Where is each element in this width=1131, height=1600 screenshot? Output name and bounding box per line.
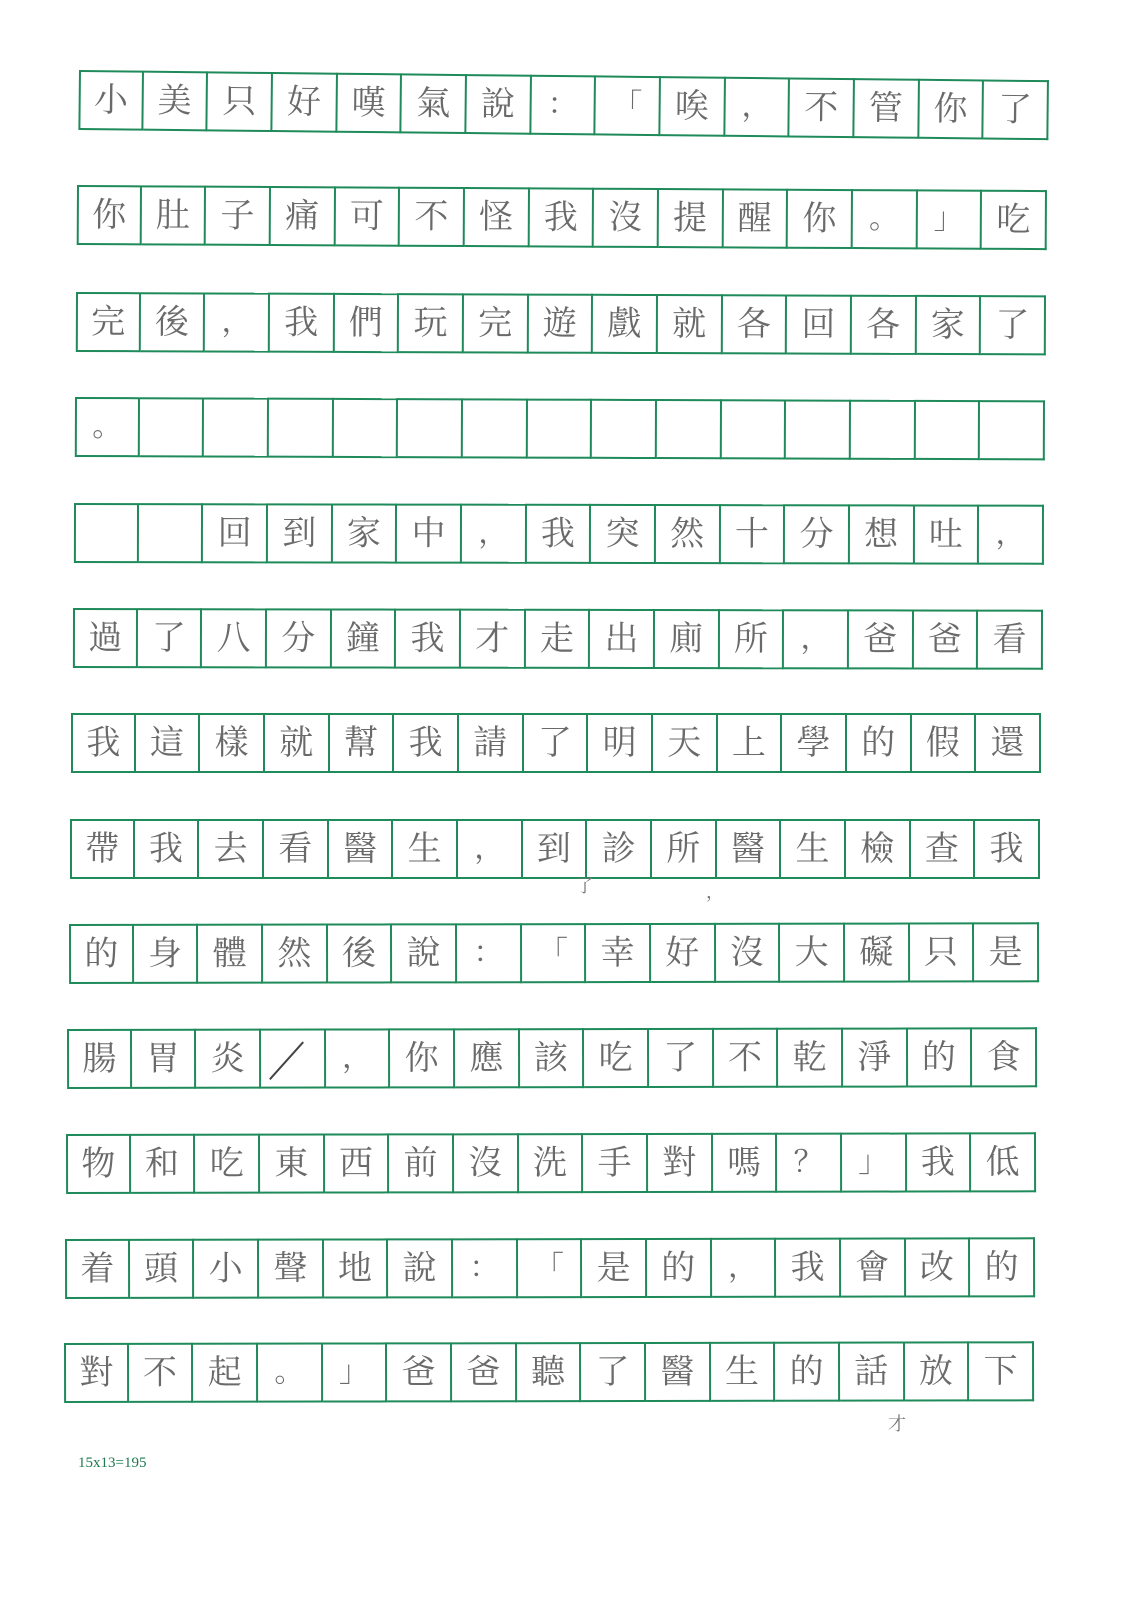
grid-cell: 只 [208,71,273,132]
grid-cell: ， [326,1028,391,1088]
grid-cell: 鐘 [332,608,397,668]
grid-cell: 洗 [519,1133,584,1193]
grid-cell: 樣 [200,713,265,773]
grid-cell: 看 [978,610,1043,670]
grid-cell: 」 [842,1133,907,1193]
grid-cell: 完 [76,292,141,352]
grid-cell: 才 [461,609,526,669]
grid-cell: 起 [193,1343,258,1403]
grid-cell [592,399,657,459]
grid-cell: 你 [788,189,853,249]
grid-cell: 改 [906,1237,971,1297]
grid-cell: 們 [334,293,399,353]
grid-cell: 」 [323,1342,388,1402]
grid-cell [786,399,851,459]
grid-cell: 對 [648,1133,713,1193]
grid-cell [657,399,722,459]
grid-cell: 我 [526,504,591,564]
grid-cell: 去 [199,819,264,879]
grid-cell [915,400,980,460]
grid-cell: 我 [71,713,136,773]
grid-cell [74,503,139,563]
grid-cell: 氣 [402,73,467,134]
grid-cell: 上 [718,713,783,773]
grid-cell: 該 [520,1028,585,1088]
grid-cell: 假 [912,713,977,773]
grid-cell: 礙 [845,923,910,983]
grid-cell [204,397,269,457]
grid-cell: 家 [916,295,981,355]
grid-cell: 我 [776,1238,841,1298]
grid-cell: 你 [919,79,984,140]
grid-cell: 聲 [259,1239,324,1299]
grid-cell: 這 [136,713,201,773]
grid-row [74,503,1044,565]
grid-cell: 嗎 [713,1133,778,1193]
grid-cell: 。 [853,189,918,249]
grid-cell [980,400,1045,460]
grid-cell: 只 [910,922,975,982]
grid-cell: 着 [65,1239,130,1299]
grid-cell: 不 [400,187,465,247]
grid-cell: 中 [397,504,462,564]
grid-cell: 還 [976,713,1041,773]
grid-row [64,1341,1034,1403]
grid-cell: 生 [711,1342,776,1402]
grid-cell: 會 [841,1238,906,1298]
grid-cell: 就 [265,713,330,773]
grid-cell: 到 [268,503,333,563]
grid-row [76,292,1046,355]
grid-cell: 下 [969,1341,1034,1401]
grid-cell: 走 [525,609,590,669]
grid-cell: ？ [777,1133,842,1193]
insertion-mark-3: 才 [888,1414,906,1435]
grid-cell: ， [462,504,527,564]
grid-cell: 「 [522,923,587,983]
grid-cell: 低 [971,1132,1036,1192]
grid-cell: 了 [981,295,1046,355]
grid-cell: 頭 [130,1239,195,1299]
grid-cell: ： [457,923,522,983]
grid-cell: 體 [198,924,263,984]
grid-cell: ， [725,77,790,138]
grid-cell: 身 [134,924,199,984]
grid-cell: 各 [852,295,917,355]
grid-cell: 診 [587,819,652,879]
grid-cell: 了 [524,713,589,773]
grid-cell: 明 [588,713,653,773]
grid-cell: 痛 [271,186,336,246]
grid-cell: 吐 [914,504,979,564]
grid-cell: 肚 [141,185,206,245]
grid-cell: 回 [787,294,852,354]
grid-cell: 乾 [778,1028,843,1088]
grid-cell: ， [712,1238,777,1298]
grid-cell: 過 [73,608,138,668]
grid-cell: 後 [140,292,205,352]
grid-row [67,1027,1037,1089]
grid-cell: 吃 [584,1028,649,1088]
grid-cell: 醫 [717,819,782,879]
grid-cell: 怪 [465,187,530,247]
grid-cell: 十 [720,504,785,564]
insertion-mark-2: ， [706,882,724,903]
grid-cell: 完 [464,293,529,353]
grid-row [69,922,1039,984]
grid-cell: ： [531,75,596,136]
grid-cell: 檢 [846,819,911,879]
grid-cell [851,400,916,460]
grid-row [65,1237,1035,1299]
grid-cell: 所 [652,819,717,879]
grid-row [70,819,1040,879]
grid-cell: 小 [194,1239,259,1299]
grid-cell: 前 [389,1133,454,1193]
grid-cell: 醫 [646,1342,711,1402]
grid-cell: 吃 [982,190,1047,250]
grid-cell: 的 [69,924,134,984]
grid-cell: 我 [270,293,335,353]
grid-row [66,1132,1036,1194]
grid-cell [463,398,528,458]
grid-cell: 食 [972,1027,1037,1087]
grid-row [77,185,1047,250]
grid-cell: 淨 [843,1028,908,1088]
insertion-mark-1: 了 [576,876,594,897]
grid-row [71,713,1041,773]
grid-cell: 聽 [517,1342,582,1402]
grid-cell: 對 [64,1343,129,1403]
grid-cell: 「 [518,1238,583,1298]
grid-cell: 你 [390,1028,455,1088]
grid-cell: 」 [917,189,982,249]
grid-cell: 查 [911,819,976,879]
grid-cell: 管 [854,78,919,139]
grid-cell [398,398,463,458]
grid-cell: 分 [785,504,850,564]
grid-cell: 玩 [399,293,464,353]
grid-cell: 說 [392,923,457,983]
grid-cell: 唉 [660,76,725,137]
grid-cell: 。 [75,397,140,457]
grid-cell: 說 [466,74,531,135]
grid-cell [139,397,204,457]
grid-cell: 了 [581,1342,646,1402]
grid-cell: 我 [135,819,200,879]
grid-cell: 了 [984,79,1049,140]
grid-cell: 的 [775,1342,840,1402]
grid-cell: 看 [264,819,329,879]
grid-cell: 好 [651,923,716,983]
grid-cell: 想 [850,504,915,564]
grid-cell: 是 [582,1238,647,1298]
grid-cell: 炎 [196,1029,261,1089]
grid-cell: 西 [325,1133,390,1193]
grid-cell: 幫 [330,713,395,773]
grid-cell: 各 [722,294,787,354]
grid-cell: 遊 [528,294,593,354]
grid-cell: 出 [590,609,655,669]
grid-row [73,608,1043,670]
grid-cell: 的 [970,1237,1035,1297]
grid-cell [261,1029,326,1089]
grid-cell: 然 [263,924,328,984]
grid-cell: 我 [394,713,459,773]
grid-cell: 好 [272,72,337,133]
grid-cell: ， [458,819,523,879]
grid-cell: 帶 [70,819,135,879]
grid-cell: 生 [781,819,846,879]
grid-cell: 所 [719,609,784,669]
grid-cell: 醒 [723,188,788,248]
grid-cell: 醫 [329,819,394,879]
grid-cell: ， [979,505,1044,565]
grid-cell: 手 [583,1133,648,1193]
grid-cell: 沒 [716,923,781,983]
grid-cell: 然 [656,504,721,564]
grid-cell: 腸 [67,1029,132,1089]
grid-cell: 我 [529,187,594,247]
grid-cell: 地 [324,1238,389,1298]
grid-cell: 不 [790,77,855,138]
grid-cell: 放 [905,1341,970,1401]
grid-cell: 了 [649,1028,714,1088]
grid-row [75,397,1045,460]
grid-cell: 請 [459,713,524,773]
grid-cell: 八 [202,608,267,668]
grid-cell [527,399,592,459]
grid-cell: 爸 [387,1342,452,1402]
grid-cell: 爸 [452,1342,517,1402]
grid-cell [269,398,334,458]
grid-cell: 了 [138,608,203,668]
grid-cell: 沒 [594,188,659,248]
grid-cell: 的 [847,713,912,773]
grid-cell: 的 [647,1238,712,1298]
grid-cell: 應 [455,1028,520,1088]
grid-cell: 吃 [195,1134,260,1194]
grid-cell: 提 [659,188,724,248]
grid-cell: 我 [975,819,1040,879]
grid-cell: 天 [653,713,718,773]
grid-cell: 胃 [132,1029,197,1089]
grid-cell: 後 [328,923,393,983]
grid-cell: 我 [907,1132,972,1192]
grid-cell: 學 [782,713,847,773]
grid-cell: 。 [258,1343,323,1403]
grid-cell: 的 [908,1027,973,1087]
grid-cell [721,399,786,459]
grid-cell: 「 [596,75,661,136]
grid-cell: 就 [658,294,723,354]
grid-cell: 到 [523,819,588,879]
grid-cell: 沒 [454,1133,519,1193]
grid-cell: ， [784,609,849,669]
grid-cell: ： [453,1238,518,1298]
grid-cell: 是 [974,922,1039,982]
grid-cell: 爸 [849,609,914,669]
grid-cell [139,503,204,563]
grid-cell: 廁 [655,609,720,669]
grid-cell: 大 [780,923,845,983]
grid-cell: 戲 [593,294,658,354]
grid-cell: 東 [260,1134,325,1194]
grid-cell: 生 [393,819,458,879]
grid-cell: 突 [591,504,656,564]
grid-row [78,70,1049,140]
grid-cell: 幸 [586,923,651,983]
grid-cell: 回 [203,503,268,563]
grid-cell: 不 [714,1028,779,1088]
grid-cell: 話 [840,1342,905,1402]
grid-cell: 嘆 [337,73,402,134]
grid-cell: 子 [206,186,271,246]
grid-count-label: 15x13=195 [78,1455,147,1471]
grid-cell: 小 [78,70,143,131]
grid-cell: 你 [77,185,142,245]
grid-cell [333,398,398,458]
grid-cell: 美 [143,71,208,132]
grid-cell: 家 [333,503,398,563]
grid-cell: 我 [396,609,461,669]
strikethrough-mark [269,1041,304,1080]
grid-cell: 爸 [913,609,978,669]
grid-cell: ， [205,292,270,352]
grid-cell: 不 [129,1343,194,1403]
grid-cell: 分 [267,608,332,668]
grid-cell: 和 [131,1134,196,1194]
grid-cell: 可 [335,186,400,246]
grid-cell: 物 [66,1134,131,1194]
grid-cell: 說 [388,1238,453,1298]
